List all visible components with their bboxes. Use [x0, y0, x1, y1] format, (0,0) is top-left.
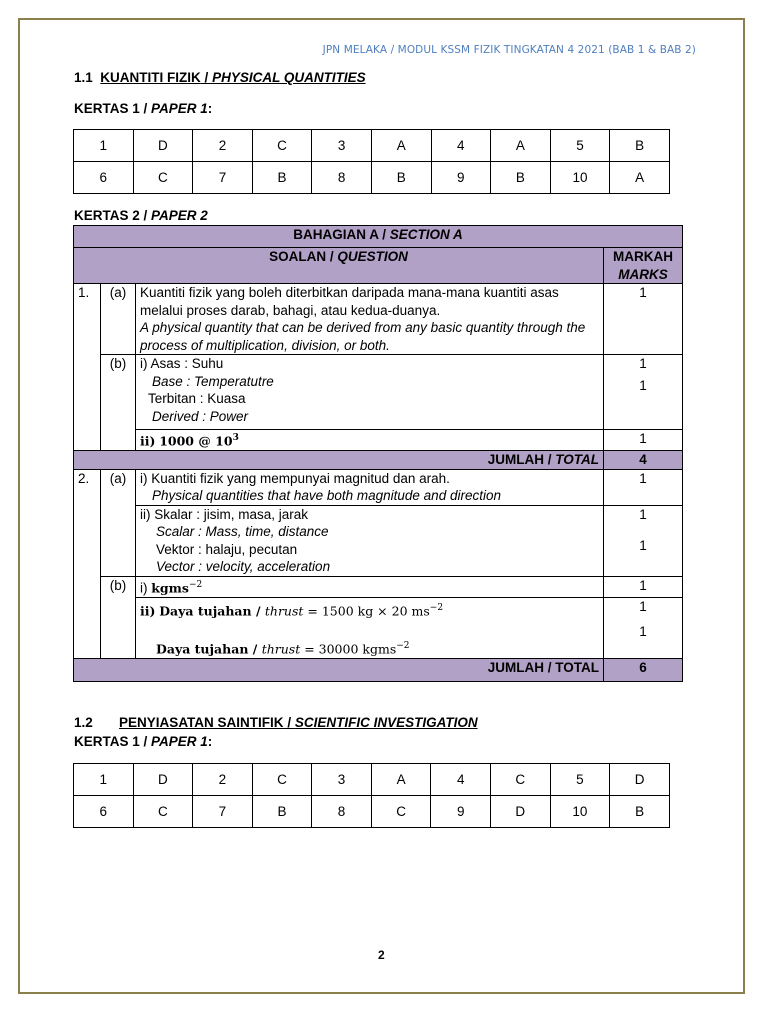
part-label: (b): [101, 576, 136, 658]
table-row: [74, 284, 683, 355]
math-exponent: 3: [232, 433, 239, 443]
marks-header-en: MARKS: [618, 266, 668, 282]
mark-value: 1: [639, 506, 647, 522]
section-title-ms: PENYIASATAN SAINTIFIK: [119, 715, 284, 730]
answer-en: Physical quantities that have both magnitude and direction: [152, 488, 501, 503]
mark-value: 1: [639, 377, 647, 393]
math-text: Daya tujahan /: [156, 641, 262, 656]
answer-en: A physical quantity that can be derived from any basic quantity through the process of multiplication, division, or both.: [140, 320, 586, 353]
table-row: [74, 355, 683, 430]
paper1-colon: :: [207, 734, 213, 749]
mark-cell: 1: [604, 284, 683, 355]
paper1-label-en: PAPER 1: [151, 734, 208, 749]
page-number: 2: [378, 948, 385, 962]
paper2-label: [74, 208, 208, 223]
total-value: 4: [604, 451, 683, 470]
answer-text: [136, 355, 604, 430]
part-label: (a): [101, 469, 136, 576]
answer-cell: D: [133, 130, 193, 162]
part-label: (b): [101, 355, 136, 451]
math-equation: = 1500 kg × 20 ms: [303, 603, 430, 618]
sub-part-label: i): [140, 580, 148, 595]
math-exponent: −2: [396, 640, 410, 651]
section-header-en: SECTION A: [389, 227, 463, 242]
table-row: [74, 430, 683, 451]
paper2-label-ms: KERTAS 2 /: [74, 208, 152, 223]
title-separator: /: [200, 70, 213, 85]
mark-value: 1: [639, 624, 647, 639]
answer-cell: 9: [431, 796, 491, 828]
answer-cell: B: [252, 162, 312, 194]
answer-cell: B: [252, 796, 312, 828]
math-value: kgms: [151, 580, 189, 595]
answer-cell: A: [371, 764, 431, 796]
answer-text: [136, 430, 604, 451]
section-header: [74, 226, 683, 248]
answer-line: Derived : Power: [152, 408, 249, 424]
total-value: 6: [604, 658, 683, 681]
answer-cell: 4: [431, 130, 491, 162]
answer-cell: B: [610, 796, 670, 828]
answer-text: [136, 597, 604, 658]
question-header: [74, 248, 604, 284]
section-title-en: PHYSICAL QUANTITIES: [212, 70, 366, 85]
answer-cell: C: [252, 764, 312, 796]
answer-cell: 5: [550, 764, 610, 796]
section-title-ms: KUANTITI FIZIK: [100, 70, 201, 85]
answer-cell: C: [252, 130, 312, 162]
mark-cell: 1: [604, 469, 683, 505]
table-row: [74, 469, 683, 505]
answer-cell: 4: [431, 764, 491, 796]
section-title-en: SCIENTIFIC INVESTIGATION: [294, 715, 478, 730]
math-variable: thrust: [264, 603, 304, 618]
answer-cell: B: [371, 162, 431, 194]
answer-text: [136, 284, 604, 355]
total-row: [74, 451, 683, 470]
answer-cell: C: [371, 796, 431, 828]
total-label-en: TOTAL: [555, 452, 599, 467]
answer-cell: 8: [312, 162, 372, 194]
marks-header-ms: MARKAH: [613, 249, 673, 264]
paper1-label-en: PAPER 1: [151, 101, 208, 116]
math-exponent: −2: [188, 579, 203, 590]
answer-cell: 7: [193, 796, 253, 828]
answer-cell: 10: [550, 796, 610, 828]
question-header-ms: SOALAN /: [269, 249, 338, 264]
mark-cell: 1: [604, 430, 683, 451]
section-header-ms: BAHAGIAN A /: [293, 227, 390, 242]
table-row: [74, 576, 683, 597]
answer-text: [136, 576, 604, 597]
answer-ms: Kuantiti fizik yang boleh diterbitkan daripada mana-mana kuantiti asas melalui proses darab, bahagi, atau kedua-duanya.: [140, 285, 559, 318]
table-row: [74, 505, 683, 576]
mark-value: 1: [639, 598, 647, 614]
answer-cell: D: [133, 764, 193, 796]
answer-cell: 6: [74, 162, 134, 194]
answer-text: [136, 505, 604, 576]
total-label: JUMLAH / TOTAL: [74, 658, 604, 681]
paper1-answer-table: [73, 129, 670, 194]
running-header: JPN MELAKA / MODUL KSSM FIZIK TINGKATAN 4 2021 (BAB 1 & BAB 2): [322, 44, 696, 56]
answer-cell: 1: [74, 764, 134, 796]
sub-part-label: ii): [140, 603, 156, 618]
answer-cell: 2: [193, 764, 253, 796]
table-row: [74, 597, 683, 658]
mark-cell: [604, 597, 683, 658]
answer-cell: 10: [550, 162, 610, 194]
answer-cell: 3: [312, 130, 372, 162]
answer-cell: 3: [312, 764, 372, 796]
answer-line: ii) Skalar : jisim, masa, jarak: [140, 506, 309, 522]
answer-ms: i) Kuantiti fizik yang mempunyai magnitud dan arah.: [140, 470, 450, 486]
answer-cell: 7: [193, 162, 253, 194]
total-label: [74, 451, 604, 470]
answer-cell: 8: [312, 796, 372, 828]
section-1-1-heading: [74, 70, 366, 85]
table-row: [74, 764, 670, 796]
paper1-label: [74, 101, 212, 116]
paper2-label-en: PAPER 2: [151, 208, 208, 223]
answer-line: Base : Temperatutre: [152, 373, 274, 389]
math-variable: thrust: [261, 641, 301, 656]
math-value: 1000 @ 10: [159, 433, 233, 449]
total-label-ms: JUMLAH /: [487, 452, 556, 467]
table-row: [74, 130, 670, 162]
mark-value: 1: [639, 538, 647, 553]
question-number: 2.: [74, 469, 101, 658]
sub-part-label: ii): [140, 433, 156, 449]
paper2-marking-table: [73, 225, 683, 682]
paper1-colon: :: [207, 101, 213, 116]
answer-cell: 9: [431, 162, 491, 194]
answer-cell: A: [491, 130, 551, 162]
paper1-answer-table: [73, 763, 670, 828]
question-header-en: QUESTION: [337, 249, 408, 264]
answer-cell: C: [133, 796, 193, 828]
answer-cell: A: [610, 162, 670, 194]
part-label: (a): [101, 284, 136, 355]
answer-line: Terbitan : Kuasa: [148, 391, 246, 406]
question-number: 1.: [74, 284, 101, 451]
answer-line: Scalar : Mass, time, distance: [156, 524, 329, 539]
answer-cell: C: [133, 162, 193, 194]
answer-line: Vektor : halaju, pecutan: [156, 541, 298, 557]
title-separator: /: [283, 715, 295, 730]
answer-cell: A: [371, 130, 431, 162]
paper1-label-ms: KERTAS 1 /: [74, 734, 152, 749]
section-number: 1.1: [74, 70, 93, 85]
paper1-label: [74, 734, 212, 749]
answer-cell: B: [491, 162, 551, 194]
table-row: [74, 162, 670, 194]
total-row: [74, 658, 683, 681]
answer-cell: 1: [74, 130, 134, 162]
answer-cell: C: [490, 764, 550, 796]
marks-header: [604, 248, 683, 284]
section-number: 1.2: [74, 715, 93, 730]
mark-value: 1: [639, 356, 647, 371]
answer-cell: 5: [550, 130, 610, 162]
mark-cell: 1: [604, 576, 683, 597]
answer-line: i) Asas : Suhu: [140, 356, 224, 371]
answer-cell: 2: [193, 130, 253, 162]
answer-text: [136, 469, 604, 505]
answer-cell: D: [490, 796, 550, 828]
paper1-label-ms: KERTAS 1 /: [74, 101, 152, 116]
math-text: Daya tujahan /: [159, 603, 265, 618]
answer-line: Vector : velocity, acceleration: [156, 559, 331, 574]
answer-cell: B: [610, 130, 670, 162]
mark-cell: [604, 505, 683, 576]
section-header-row: [74, 226, 683, 248]
mark-cell: [604, 355, 683, 430]
math-exponent: −2: [429, 602, 444, 613]
answer-cell: D: [610, 764, 670, 796]
answer-cell: 6: [74, 796, 134, 828]
column-header-row: [74, 248, 683, 284]
math-equation: = 30000 kgms: [300, 641, 397, 656]
section-1-2-heading: [74, 715, 478, 730]
table-row: [74, 796, 670, 828]
